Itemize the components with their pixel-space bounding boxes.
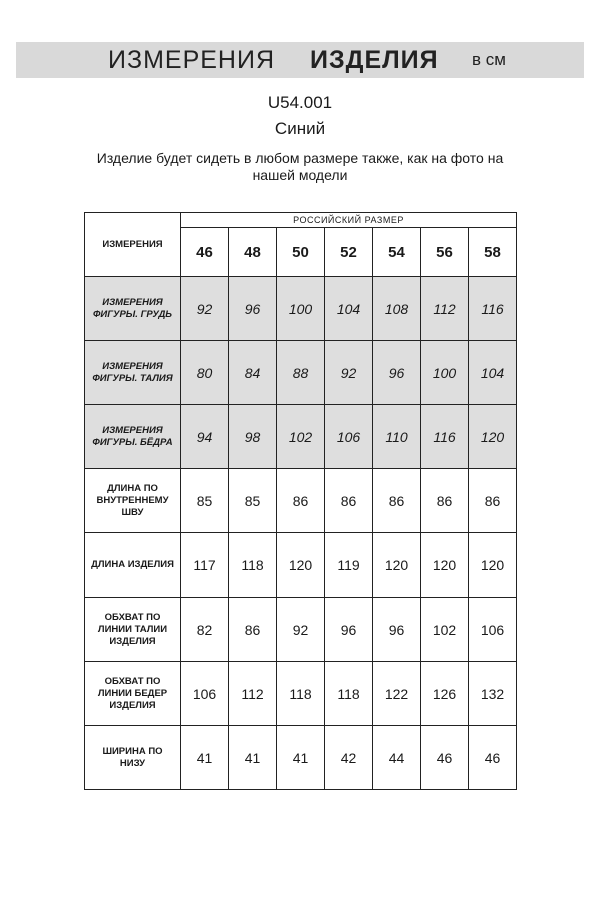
table-cell: 96 xyxy=(325,598,373,662)
row-label xyxy=(85,598,181,662)
size-table xyxy=(84,212,517,790)
table-cell: 120 xyxy=(373,533,421,598)
table-cell: 94 xyxy=(181,405,229,469)
row-label-line: ИЗМЕРЕНИЯ xyxy=(102,296,163,308)
row-label xyxy=(85,405,181,469)
banner-title-measurements: ИЗМЕРЕНИЯ xyxy=(108,46,275,74)
table-cell: 41 xyxy=(277,726,325,790)
table-row xyxy=(85,598,517,662)
table-cell: 102 xyxy=(421,598,469,662)
table-cell: 84 xyxy=(229,341,277,405)
title-banner xyxy=(16,42,584,78)
table-cell: 120 xyxy=(421,533,469,598)
table-cell: 92 xyxy=(181,277,229,341)
table-cell: 120 xyxy=(469,533,517,598)
table-cell: 132 xyxy=(469,662,517,726)
product-color: Синий xyxy=(274,119,326,138)
row-label-line: ШИРИНА ПО xyxy=(102,745,163,757)
table-cell: 41 xyxy=(229,726,277,790)
row-label-line: ЛИНИИ ТАЛИИ xyxy=(97,623,168,635)
product-code: U54.001 xyxy=(267,93,333,112)
row-label xyxy=(85,662,181,726)
row-label-line: ФИГУРЫ. ГРУДЬ xyxy=(92,308,173,320)
table-cell: 85 xyxy=(229,469,277,533)
table-cell: 80 xyxy=(181,341,229,405)
row-label-line: ШВУ xyxy=(121,506,144,518)
table-cell: 104 xyxy=(469,341,517,405)
table-cell: 102 xyxy=(277,405,325,469)
table-cell: 116 xyxy=(421,405,469,469)
row-label xyxy=(85,469,181,533)
table-cell: 82 xyxy=(181,598,229,662)
size-header: 50 xyxy=(277,228,325,277)
table-cell: 100 xyxy=(421,341,469,405)
table-cell: 122 xyxy=(373,662,421,726)
table-cell: 41 xyxy=(181,726,229,790)
fit-note: Изделие будет сидеть в любом размере также, как на фото на нашей модели xyxy=(96,150,504,183)
table-cell: 112 xyxy=(421,277,469,341)
table-cell: 104 xyxy=(325,277,373,341)
table-cell: 46 xyxy=(469,726,517,790)
table-cell: 86 xyxy=(469,469,517,533)
table-cell: 118 xyxy=(277,662,325,726)
table-row xyxy=(85,533,517,598)
banner-units: в см xyxy=(472,50,506,69)
table-cell: 118 xyxy=(229,533,277,598)
size-header: 58 xyxy=(469,228,517,277)
size-header: 48 xyxy=(229,228,277,277)
row-label-line: НИЗУ xyxy=(119,757,146,769)
table-cell: 100 xyxy=(277,277,325,341)
table-cell: 108 xyxy=(373,277,421,341)
row-label-line: ВНУТРЕННЕМУ xyxy=(96,494,169,506)
table-cell: 86 xyxy=(421,469,469,533)
size-header: 56 xyxy=(421,228,469,277)
table-cell: 120 xyxy=(469,405,517,469)
table-row xyxy=(85,662,517,726)
table-cell: 86 xyxy=(277,469,325,533)
row-label-line: ИЗДЕЛИЯ xyxy=(109,635,156,647)
table-cell: 92 xyxy=(277,598,325,662)
table-row xyxy=(85,277,517,341)
banner-title-product: ИЗДЕЛИЯ xyxy=(310,46,439,74)
table-cell: 119 xyxy=(325,533,373,598)
table-cell: 44 xyxy=(373,726,421,790)
row-label-line: ОБХВАТ ПО xyxy=(104,675,161,687)
table-cell: 98 xyxy=(229,405,277,469)
table-cell: 120 xyxy=(277,533,325,598)
table-cell: 96 xyxy=(229,277,277,341)
row-label-line: ЛИНИИ БЕДЕР xyxy=(97,687,168,699)
row-label xyxy=(85,726,181,790)
table-cell: 86 xyxy=(373,469,421,533)
table-cell: 92 xyxy=(325,341,373,405)
table-cell: 42 xyxy=(325,726,373,790)
table-cell: 86 xyxy=(325,469,373,533)
row-label xyxy=(85,277,181,341)
header-measurements-label: ИЗМЕРЕНИЯ xyxy=(85,213,181,277)
table-cell: 110 xyxy=(373,405,421,469)
row-label-line: ДЛИНА ИЗДЕЛИЯ xyxy=(91,559,174,570)
table-cell: 118 xyxy=(325,662,373,726)
row-label-line: ИЗДЕЛИЯ xyxy=(109,699,156,711)
row-label-line: ФИГУРЫ. ТАЛИЯ xyxy=(92,372,173,384)
size-header: 46 xyxy=(181,228,229,277)
table-row xyxy=(85,341,517,405)
table-cell: 106 xyxy=(469,598,517,662)
table-cell: 96 xyxy=(373,598,421,662)
row-label xyxy=(85,341,181,405)
row-label-line: ДЛИНА ПО xyxy=(107,482,158,494)
row-label-line: ИЗМЕРЕНИЯ xyxy=(102,424,163,436)
size-header: 52 xyxy=(325,228,373,277)
table-row xyxy=(85,726,517,790)
table-cell: 106 xyxy=(325,405,373,469)
table-cell: 46 xyxy=(421,726,469,790)
row-label xyxy=(85,533,181,598)
table-cell: 116 xyxy=(469,277,517,341)
table-cell: 126 xyxy=(421,662,469,726)
table-cell: 106 xyxy=(181,662,229,726)
table-cell: 112 xyxy=(229,662,277,726)
table-cell: 96 xyxy=(373,341,421,405)
table-cell: 85 xyxy=(181,469,229,533)
table-cell: 86 xyxy=(229,598,277,662)
table-row xyxy=(85,469,517,533)
row-label-line: ФИГУРЫ. БЁДРА xyxy=(92,436,173,448)
table-cell: 88 xyxy=(277,341,325,405)
row-label-line: ИЗМЕРЕНИЯ xyxy=(102,360,163,372)
table-row xyxy=(85,405,517,469)
row-label-line: ОБХВАТ ПО xyxy=(104,611,161,623)
table-cell: 117 xyxy=(181,533,229,598)
size-group-label: РОССИЙСКИЙ РАЗМЕР xyxy=(181,213,517,228)
size-header: 54 xyxy=(373,228,421,277)
